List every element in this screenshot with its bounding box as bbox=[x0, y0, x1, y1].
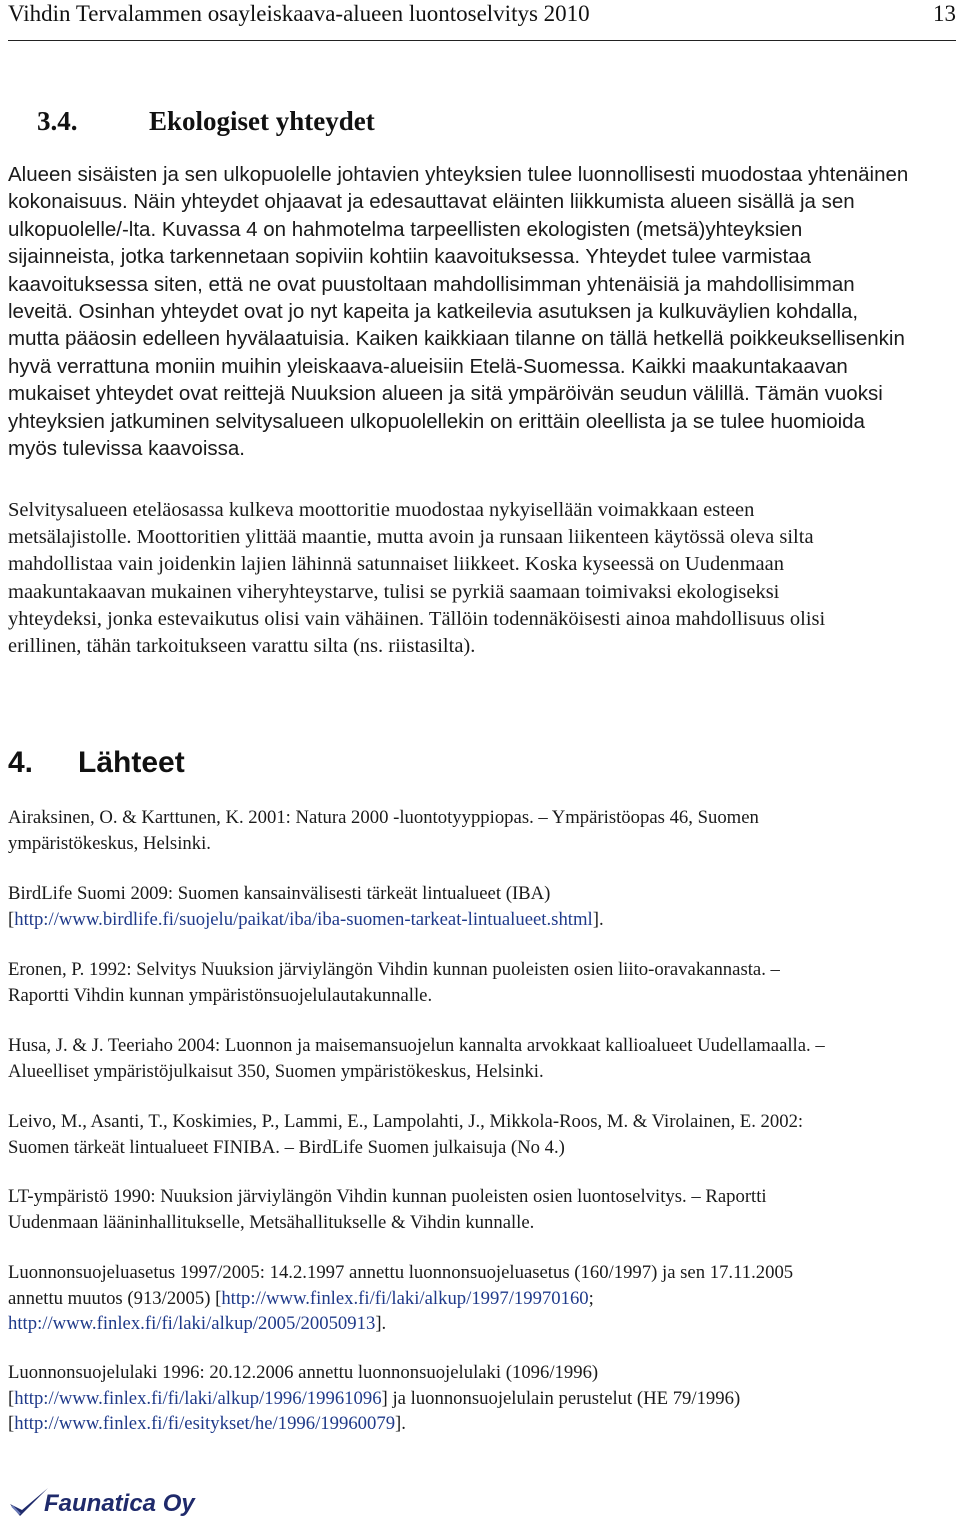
text-line: Luonnonsuojeluasetus 1997/2005: 14.2.1997 annettu luonnonsuojeluasetus (160/1997) ja sen 17.11.2005 bbox=[8, 1262, 794, 1283]
bracket: [ bbox=[8, 1413, 15, 1434]
text-line: kokonaisuus. Näin yhteydet ohjaavat ja edesauttavat eläinten liikkumista alueen sisällä ja sen bbox=[8, 190, 855, 214]
text-line: Raportti Vihdin kunnan ympäristönsuojelulautakunnalle. bbox=[8, 984, 433, 1006]
reference-item bbox=[8, 957, 956, 1008]
text-line: Eronen, P. 1992: Selvitys Nuuksion järviylängön Vihdin kunnan puoleisten osien liito-oravakannasta. – bbox=[8, 959, 780, 980]
text-line: leveitä. Osinhan yhteydet ovat jo nyt kapeita ja katkeilevia asutuksen ja kulkuväylien kohdalla, bbox=[8, 300, 859, 324]
text-line: Airaksinen, O. & Karttunen, K. 2001: Natura 2000 -luontotyyppiopas. – Ympäristöopas 46, Suomen bbox=[8, 807, 759, 828]
text-line: Luonnonsuojelulaki 1996: 20.12.2006 annettu luonnonsuojelulaki (1096/1996) bbox=[8, 1362, 599, 1383]
text-line: yhteyksien jatkuminen selvitysalueen ulkopuolellekin on erittäin oleellista ja se tulee huomioida bbox=[8, 409, 865, 433]
reference-item bbox=[8, 805, 956, 856]
reference-link[interactable]: http://www.finlex.fi/fi/laki/alkup/1996/19961096 bbox=[14, 1387, 382, 1409]
text-line: BirdLife Suomi 2009: Suomen kansainvälisesti tärkeät lintualueet (IBA) bbox=[8, 883, 551, 904]
text-line: mukaiset yhteydet ovat reittejä Nuuksion alueen ja sitä ympäröivän seudun välillä. Tämän vuoksi bbox=[8, 382, 883, 406]
logo-text: Faunatica Oy bbox=[44, 1490, 195, 1517]
text-fragment: annettu muutos (913/2005) [ bbox=[8, 1287, 222, 1309]
bracket: [ bbox=[8, 1387, 15, 1409]
text-line: maakuntakaavan mukainen viheryhteystarve, tulisi se pyrkiä saamaan toimivaksi ekologiseksi bbox=[8, 580, 780, 603]
text-line: ympäristökeskus, Helsinki. bbox=[8, 832, 211, 854]
text-line: Selvitysalueen eteläosassa kulkeva moottoritie muodostaa nykyisellään voimakkaan esteen bbox=[8, 499, 755, 521]
header-title: Vihdin Tervalammen osayleiskaava-alueen luontoselvitys 2010 bbox=[8, 1, 590, 26]
reference-link[interactable]: http://www.finlex.fi/fi/laki/alkup/1997/19970160 bbox=[221, 1287, 589, 1309]
company-logo bbox=[8, 1484, 203, 1524]
text-line: mahdollistaa vain joidenkin lajien lähinnä satunnaiset liikkeet. Koska kyseessä on Uudenmaan bbox=[8, 553, 784, 576]
text-line: erillinen, tähän tarkoitukseen varattu silta (ns. riistasilta). bbox=[8, 635, 476, 658]
bracket: ]. bbox=[592, 908, 604, 930]
text-line: mutta pääosin edelleen hyvälaatuisia. Kaiken kaikkiaan tilanne on tällä hetkellä poikkeuksellisenkin bbox=[8, 327, 905, 351]
bracket: ]. bbox=[395, 1413, 406, 1434]
text-line: Uudenmaan lääninhallitukselle, Metsähallitukselle & Vihdin kunnalle. bbox=[8, 1211, 535, 1233]
reference-item bbox=[8, 1109, 956, 1160]
bracket: [ bbox=[8, 908, 15, 930]
text-line bbox=[8, 1311, 956, 1337]
paragraph-motorway-barrier bbox=[8, 497, 956, 660]
text-fragment: ] ja luonnonsuojelulain perustelut (HE 79/1996) bbox=[381, 1387, 741, 1409]
reference-item bbox=[8, 881, 956, 932]
separator: ; bbox=[588, 1287, 594, 1309]
reference-item bbox=[8, 1184, 956, 1235]
reference-item bbox=[8, 1260, 956, 1337]
text-line: LT-ympäristö 1990: Nuuksion järviylängön Vihdin kunnan puoleisten osien luontoselvitys. – Raportti bbox=[8, 1186, 767, 1207]
section-number: 3.4. bbox=[37, 106, 78, 136]
text-line: Husa, J. & J. Teeriaho 2004: Luonnon ja maisemansuojelun kannalta arvokkaat kallioalueet Uudellamaalla. – bbox=[8, 1035, 825, 1056]
text-line: Leivo, M., Asanti, T., Koskimies, P., Lammi, E., Lampolahti, J., Mikkola-Roos, M. & Virolainen, E. 2002: bbox=[8, 1111, 804, 1132]
text-line bbox=[8, 907, 956, 933]
section-heading-3-4 bbox=[37, 104, 375, 138]
text-line: ulkopuolelle/-lta. Kuvassa 4 on hahmotelma tarpeellisten ekologisten (metsä)yhteyksien bbox=[8, 217, 803, 241]
section-title: Ekologiset yhteydet bbox=[149, 106, 375, 136]
text-line: Alueelliset ympäristöjulkaisut 350, Suomen ympäristökeskus, Helsinki. bbox=[8, 1060, 544, 1082]
reference-link[interactable]: http://www.finlex.fi/fi/esitykset/he/1996/19960079 bbox=[14, 1413, 396, 1434]
text-line: kaavoituksessa siten, että ne ovat puustoltaan mahdollisimman yhtenäisiä ja mahdollisimman bbox=[8, 272, 855, 296]
bracket: ]. bbox=[375, 1313, 387, 1334]
page-header bbox=[8, 0, 956, 41]
text-line: sijainneista, jotka tarkennetaan sopiviin kohtiin kaavoituksessa. Yhteydet tulee varmistaa bbox=[8, 245, 811, 269]
text-line: Alueen sisäisten ja sen ulkopuolelle johtavien yhteyksien tulee luonnollisesti muodostaa yhtenäinen bbox=[8, 163, 909, 186]
text-line: yhteydeksi, jonka estevaikutus olisi vain vähäinen. Tällöin todennäköisesti ainoa mahdollisuus olisi bbox=[8, 607, 826, 630]
text-line bbox=[8, 1386, 956, 1412]
text-line: myös tulevissa kaavoissa. bbox=[8, 437, 245, 461]
section-title: Lähteet bbox=[78, 746, 185, 779]
reference-link[interactable]: http://www.birdlife.fi/suojelu/paikat/iba/iba-suomen-tarkeat-lintualueet.shtml bbox=[14, 908, 593, 930]
text-line bbox=[8, 1286, 956, 1312]
text-line bbox=[8, 1411, 956, 1437]
reference-item bbox=[8, 1033, 956, 1084]
reference-item bbox=[8, 1360, 956, 1437]
section-heading-4 bbox=[8, 745, 185, 781]
page-number: 13 bbox=[933, 1, 956, 26]
text-line: metsälajistolle. Moottoritien ylittää maantie, mutta avoin ja runsaan liikenteen käytössä oleva silta bbox=[8, 526, 814, 549]
reference-link[interactable]: http://www.finlex.fi/fi/laki/alkup/2005/20050913 bbox=[8, 1313, 376, 1334]
text-line: hyvä verrattuna moniin muihin yleiskaava-alueisiin Etelä-Suomessa. Kaikki maakuntakaavan bbox=[8, 354, 848, 378]
section-number: 4. bbox=[8, 746, 34, 779]
text-line: Suomen tärkeät lintualueet FINIBA. – BirdLife Suomen julkaisuja (No 4.) bbox=[8, 1136, 565, 1158]
paragraph-ecological-connections bbox=[8, 161, 956, 462]
